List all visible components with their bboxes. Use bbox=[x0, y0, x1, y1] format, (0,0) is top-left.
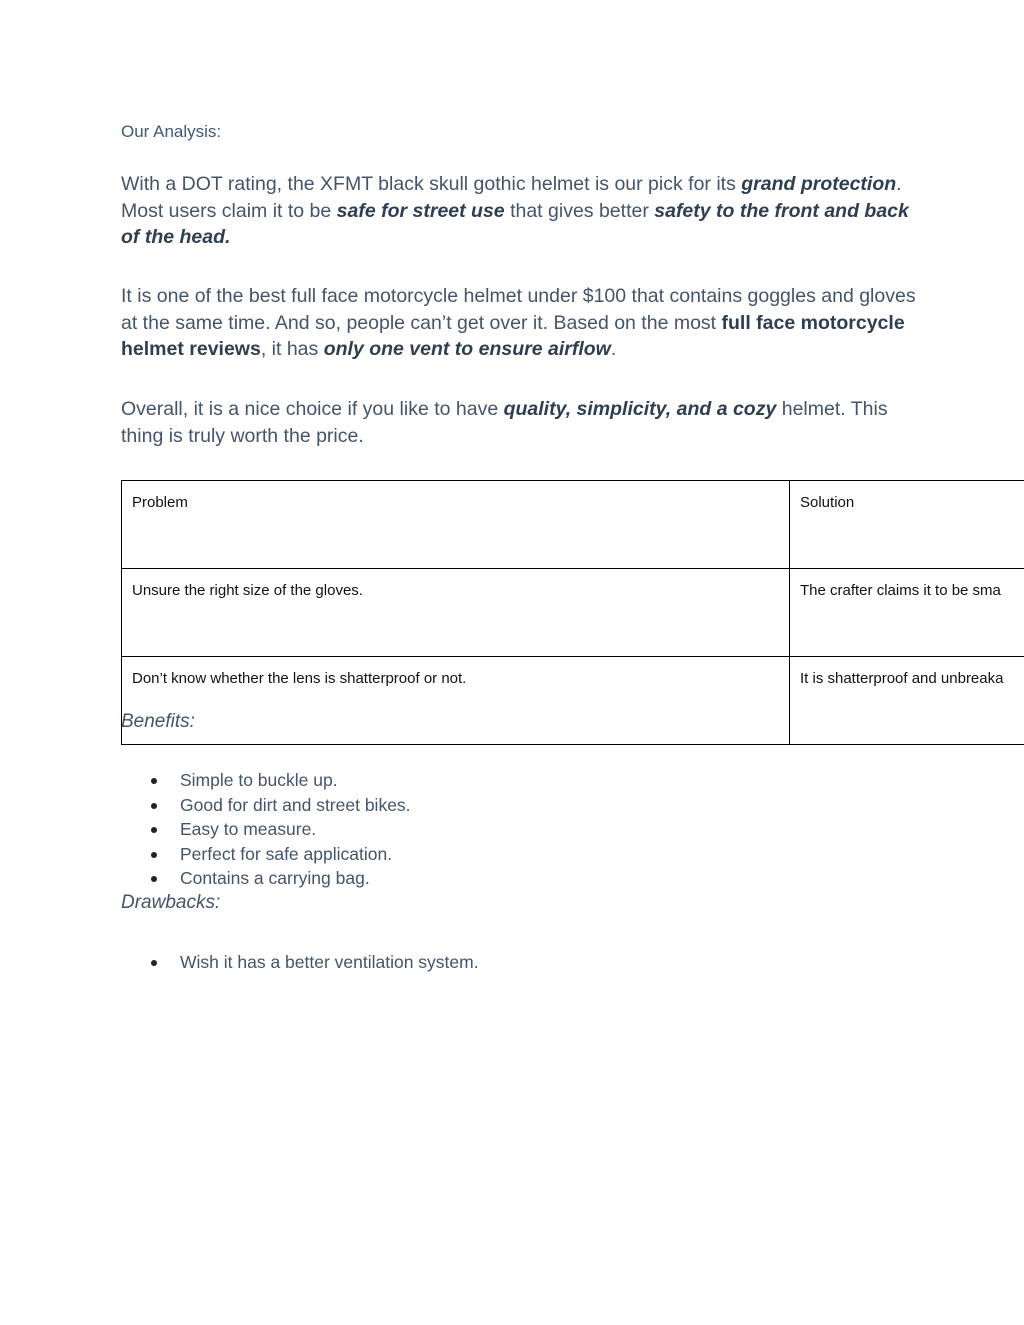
table-header-problem: Problem bbox=[122, 481, 790, 569]
paragraph-text: , it has bbox=[260, 338, 324, 360]
table-cell-problem: Unsure the right size of the gloves. bbox=[122, 569, 790, 657]
paragraph-text: . bbox=[610, 338, 617, 360]
emphasis-text: safety to the front and back of the head. bbox=[121, 199, 909, 248]
table-header-row bbox=[122, 481, 1024, 569]
paragraph-features bbox=[121, 283, 921, 363]
emphasis-text: only one vent to ensure airflow bbox=[323, 338, 611, 360]
list-item bbox=[121, 768, 411, 793]
list-item-text: Easy to measure. bbox=[180, 819, 317, 839]
table-row bbox=[122, 657, 1024, 745]
bullet-icon bbox=[151, 827, 157, 833]
bullet-icon bbox=[151, 876, 157, 882]
list-item-text: Contains a carrying bag. bbox=[180, 868, 370, 888]
list-item bbox=[121, 950, 479, 975]
emphasis-text: quality, simplicity, and a cozy bbox=[503, 398, 777, 420]
paragraph-text: . Most users claim it to be bbox=[121, 173, 902, 222]
list-item-text: Simple to buckle up. bbox=[180, 770, 338, 790]
bullet-icon bbox=[151, 852, 157, 858]
paragraph-text: It is one of the best full face motorcycle helmet under $100 that contains goggles and gloves at the same time. And so, people can’t get over it. Based on the most bbox=[121, 285, 916, 334]
list-item bbox=[121, 793, 411, 818]
section-heading: Our Analysis: bbox=[121, 122, 222, 141]
bullet-icon bbox=[151, 803, 157, 809]
bullet-icon bbox=[151, 960, 157, 966]
paragraph-text: With a DOT rating, the XFMT black skull gothic helmet is our pick for its bbox=[121, 173, 742, 195]
table-cell-problem: Don’t know whether the lens is shatterproof or not. bbox=[122, 657, 790, 745]
table-row bbox=[122, 569, 1024, 657]
table-cell-solution: It is shatterproof and unbreaka bbox=[790, 657, 1024, 745]
list-item-text: Good for dirt and street bikes. bbox=[180, 794, 411, 815]
benefits-heading: Benefits: bbox=[121, 711, 195, 732]
table-cell-solution: The crafter claims it to be sma bbox=[790, 569, 1024, 657]
paragraph-intro bbox=[121, 171, 921, 251]
benefits-list bbox=[121, 768, 411, 891]
paragraph-text: Overall, it is a nice choice if you like to have bbox=[121, 398, 504, 420]
list-item bbox=[121, 866, 411, 891]
paragraph-text: that gives better bbox=[504, 199, 655, 222]
list-item bbox=[121, 842, 411, 867]
problem-solution-table bbox=[121, 480, 1024, 745]
table-header-solution: Solution bbox=[790, 481, 1024, 569]
list-item-text: Perfect for safe application. bbox=[180, 843, 393, 864]
paragraph-overall bbox=[121, 396, 921, 449]
emphasis-text: grand protection bbox=[741, 173, 897, 195]
bullet-icon bbox=[151, 778, 157, 784]
drawbacks-list bbox=[121, 950, 479, 975]
list-item-text: Wish it has a better ventilation system. bbox=[180, 952, 479, 972]
list-item bbox=[121, 817, 411, 842]
bold-text: full face motorcycle helmet reviews bbox=[121, 311, 905, 360]
paragraph-text: helmet. This thing is truly worth the price. bbox=[121, 398, 888, 447]
drawbacks-heading: Drawbacks: bbox=[121, 892, 221, 913]
emphasis-text: safe for street use bbox=[336, 199, 505, 222]
